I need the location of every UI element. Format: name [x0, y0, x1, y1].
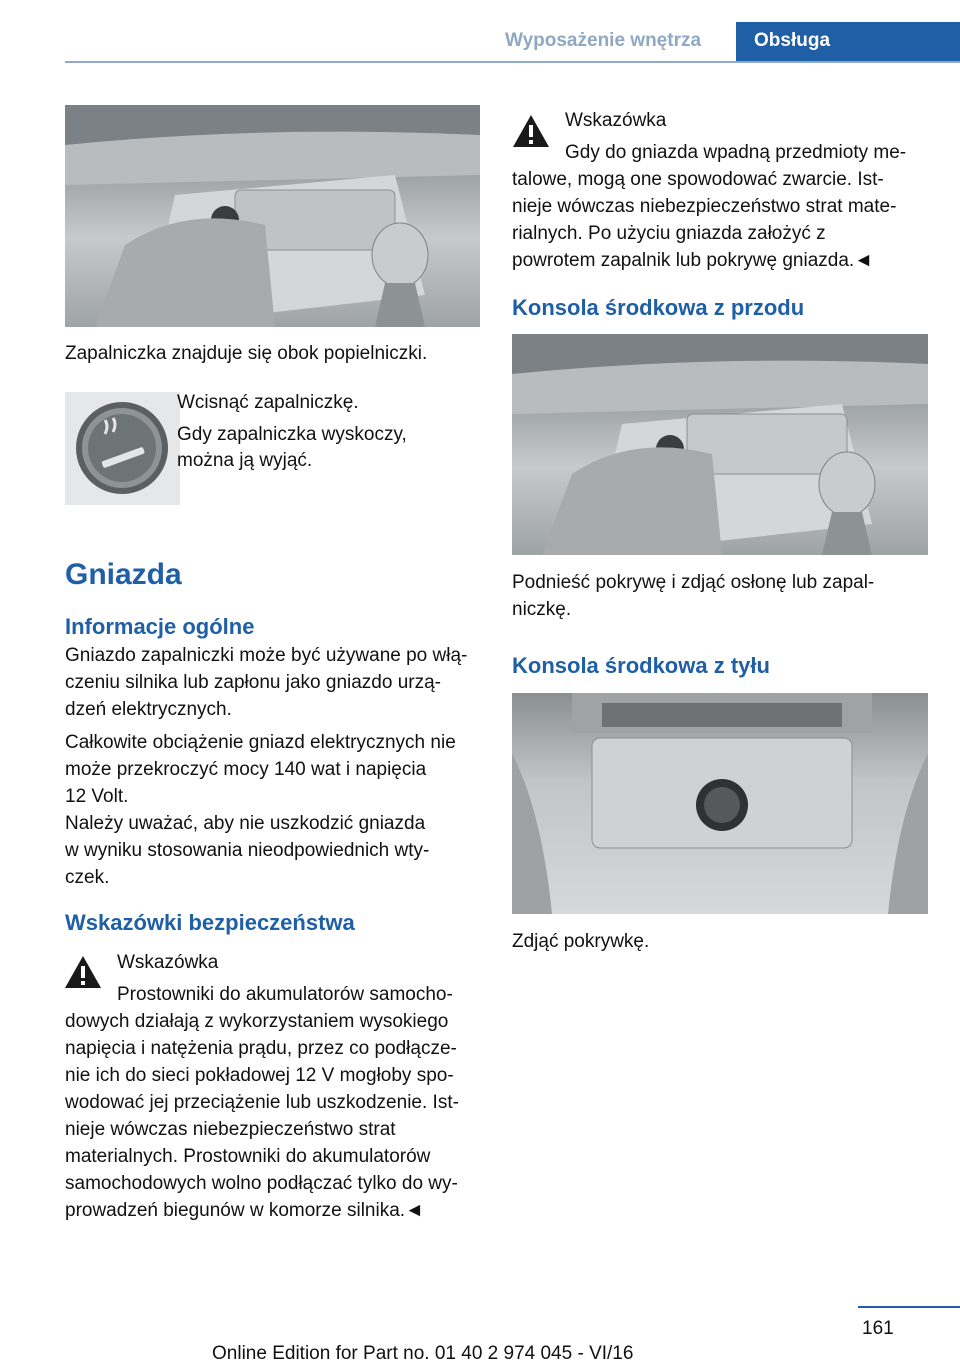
caption-lighter: Zapalniczka znajduje się obok popielniczki.: [65, 343, 428, 364]
text-line: czek.: [65, 867, 110, 888]
heading-sockets: Gniazda: [65, 558, 182, 591]
warning-left-body: [65, 1008, 459, 1224]
text-line: nieje wówczas niebezpieczeństwo strat mate‐: [512, 196, 897, 217]
photo-rear-console: [512, 693, 928, 914]
general-paragraph-1: [65, 642, 467, 723]
edition-note: Online Edition for Part no. 01 40 2 974 045 - VI/16: [212, 1343, 634, 1364]
warning-title-left: Wskazówka: [117, 952, 219, 973]
text-line: Gniazdo zapalniczki może być używane po włą‐: [65, 645, 468, 666]
text-line: talowe, mogą one spowodować zwarcie. Ist‐: [512, 169, 884, 190]
text-line: powrotem zapalnik lub pokrywę gniazda.◄: [512, 250, 873, 271]
photo-front-console: [512, 334, 928, 555]
text-line: niczkę.: [512, 599, 572, 620]
text-line: Podnieść pokrywę i zdjąć osłonę lub zapal‐: [512, 572, 875, 593]
text-line: w wyniku stosowania nieodpowiednich wty‐: [65, 840, 430, 861]
lighter-step-2a: Gdy zapalniczka wyskoczy,: [177, 424, 407, 445]
text-line: nieje wówczas niebezpieczeństwo strat: [65, 1119, 396, 1140]
text-line: Całkowite obciążenie gniazd elektrycznych nie: [65, 732, 456, 753]
heading-rear-console: Konsola środkowa z tyłu: [512, 653, 770, 678]
general-paragraph-2: [65, 729, 456, 810]
photo-ashtray-lighter: [65, 105, 480, 327]
header-section-title: Wyposażenie wnętrza: [505, 30, 702, 51]
lighter-icon: [65, 392, 180, 505]
text-line: rialnych. Po użyciu gniazda założyć z: [512, 223, 826, 244]
warning-title-right: Wskazówka: [565, 110, 667, 131]
photo-front-console-drawing: [512, 334, 928, 555]
text-line: 12 Volt.: [65, 786, 129, 807]
lighter-button-image: [65, 392, 180, 505]
header-tab: [736, 22, 960, 62]
page-number: 161: [862, 1318, 894, 1339]
text-line: prowadzeń biegunów w komorze silnika.◄: [65, 1200, 424, 1221]
text-line: Należy uważać, aby nie uszkodzić gniazda: [65, 813, 426, 834]
text-line: dowych działają z wykorzystaniem wysokiego: [65, 1011, 449, 1032]
warning-right-body: [512, 166, 896, 274]
lighter-step-2b: można ją wyjąć.: [177, 450, 313, 471]
text-line: nie ich do sieci pokładowej 12 V mogłoby spo‐: [65, 1065, 454, 1086]
warning-triangle-icon: [63, 953, 103, 991]
rear-caption: Zdjąć pokrywkę.: [512, 931, 650, 952]
header-rule: [65, 61, 960, 63]
lighter-step-1: Wcisnąć zapalniczkę.: [177, 392, 359, 413]
subheading-general-info: Informacje ogólne: [65, 614, 255, 639]
text-line: materialnych. Prostowniki do akumulatorów: [65, 1146, 431, 1167]
warning-right-line-1: Gdy do gniazda wpadną przedmioty me‐: [565, 142, 907, 163]
heading-front-console: Konsola środkowa z przodu: [512, 295, 805, 320]
footer-rule: [858, 1306, 960, 1308]
front-caption: [512, 569, 874, 623]
text-line: samochodowych wolno podłączać tylko do wy‐: [65, 1173, 458, 1194]
photo-rear-console-drawing: [512, 693, 928, 914]
text-line: dzeń elektrycznych.: [65, 699, 232, 720]
subheading-safety: Wskazówki bezpieczeństwa: [65, 910, 355, 935]
text-line: czeniu silnika lub zapłonu jako gniazdo urzą‐: [65, 672, 442, 693]
warning-triangle-icon: [511, 112, 551, 150]
general-paragraph-3: [65, 810, 429, 891]
header-tab-label: Obsługa: [754, 30, 831, 51]
photo-ashtray-lighter-drawing: [65, 105, 480, 327]
text-line: może przekroczyć mocy 140 wat i napięcia: [65, 759, 427, 780]
text-line: wodować jej przeciążenie lub uszkodzenie. Ist‐: [65, 1092, 459, 1113]
text-line: napięcia i natężenia prądu, przez co podłącze‐: [65, 1038, 457, 1059]
warning-left-line-1: Prostowniki do akumulatorów samocho‐: [117, 984, 453, 1005]
